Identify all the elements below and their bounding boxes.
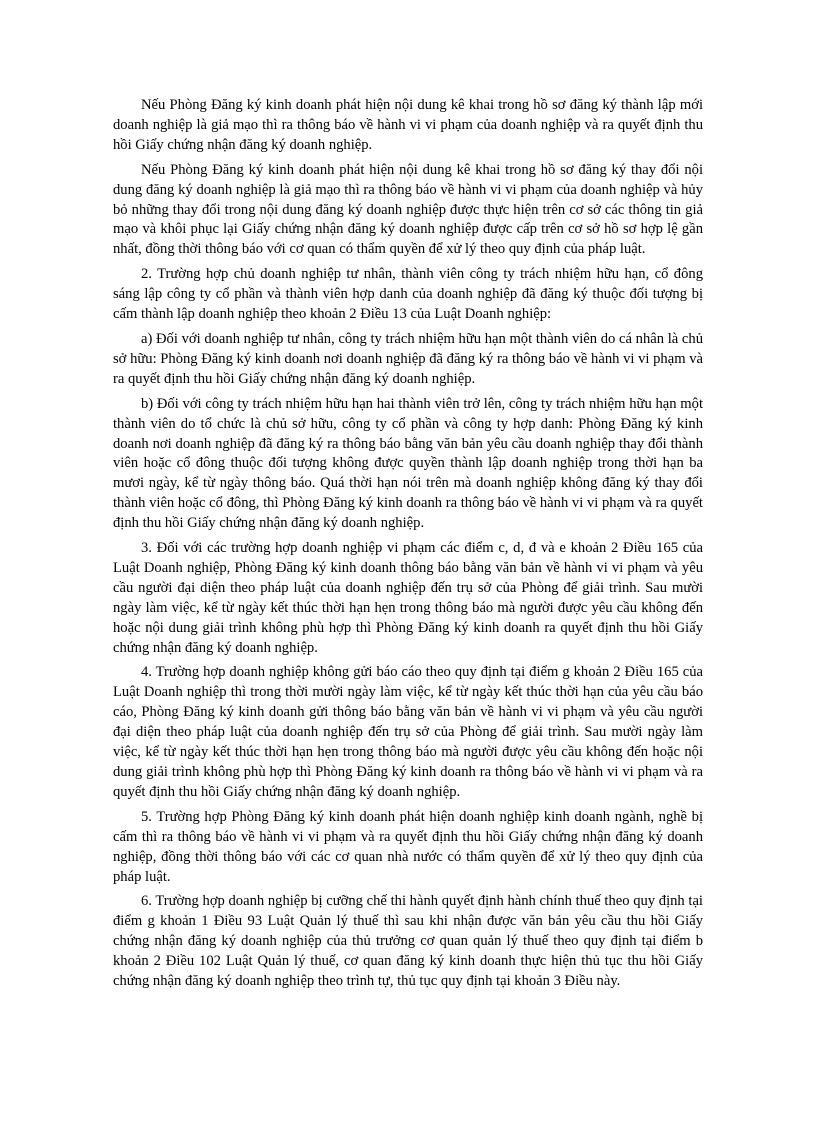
paragraph-9: 6. Trường hợp doanh nghiệp bị cưỡng chế thi hành quyết định hành chính thuế theo quy định tại điểm g khoản 1 Điều 93 Luật Quản lý thuế thì sau khi nhận được văn bản yêu cầu thu hồi Giấy chứng nhận đăng ký doanh nghiệp của thủ trưởng cơ quan quản lý thuế theo quy định tại điểm b khoản 2 Điều 102 Luật Quản lý thuế, cơ quan đăng ký kinh doanh thực hiện thủ tục thu hồi Giấy chứng nhận đăng ký doanh nghiệp theo trình tự, thủ tục quy định tại khoản 3 Điều này. (113, 893, 703, 990)
paragraph-7: 4. Trường hợp doanh nghiệp không gửi báo cáo theo quy định tại điểm g khoản 2 Điều 165 của Luật Doanh nghiệp thì trong thời mười ngày làm việc, kể từ ngày kết thúc thời hạn của yêu cầu báo cáo, Phòng Đăng ký kinh doanh gửi thông báo bằng văn bản về hành vi vi phạm và yêu cầu người đại diện theo pháp luật của doanh nghiệp đến trụ sở của Phòng để giải trình. Sau mười ngày làm việc, kể từ ngày kết thúc thời hạn hẹn trong thông báo mà người được yêu cầu không đến hoặc nội dung giải trình không phù hợp thì Phòng Đăng ký kinh doanh ra thông báo về hành vi vi phạm và ra quyết định thu hồi Giấy chứng nhận đăng ký doanh nghiệp. (113, 664, 703, 800)
paragraph-6: 3. Đối với các trường hợp doanh nghiệp vi phạm các điểm c, d, đ và e khoản 2 Điều 165 của Luật Doanh nghiệp, Phòng Đăng ký kinh doanh thông báo bằng văn bản về hành vi vi phạm và yêu cầu người đại diện theo pháp luật của doanh nghiệp đến trụ sở của Phòng để giải trình. Sau mười ngày làm việc, kể từ ngày kết thúc thời hạn hẹn trong thông báo mà người được yêu cầu không đến hoặc nội dung giải trình không phù hợp thì Phòng Đăng ký kinh doanh ra quyết định thu hồi Giấy chứng nhận đăng ký doanh nghiệp. (113, 540, 703, 656)
paragraph-4: a) Đối với doanh nghiệp tư nhân, công ty trách nhiệm hữu hạn một thành viên do cá nhân là chủ sở hữu: Phòng Đăng ký kinh doanh nơi doanh nghiệp đã đăng ký ra thông báo về hành vi vi phạm và ra quyết định thu hồi Giấy chứng nhận đăng ký doanh nghiệp. (113, 330, 703, 387)
paragraph-1: Nếu Phòng Đăng ký kinh doanh phát hiện nội dung kê khai trong hồ sơ đăng ký thành lập mới doanh nghiệp là giả mạo thì ra thông báo về hành vi vi phạm của doanh nghiệp và ra quyết định thu hồi Giấy chứng nhận đăng ký doanh nghiệp. (113, 97, 703, 153)
paragraph-5: b) Đối với công ty trách nhiệm hữu hạn hai thành viên trở lên, công ty trách nhiệm hữu hạn một thành viên do tổ chức là chủ sở hữu, công ty cổ phần và công ty hợp danh: Phòng Đăng ký kinh doanh nơi doanh nghiệp đã đăng ký ra thông báo bằng văn bản yêu cầu doanh nghiệp thay đổi thành viên hoặc cổ đông thuộc đối tượng không được quyền thành lập doanh nghiệp trong thời hạn ba mươi ngày, kể từ ngày thông báo. Quá thời hạn nói trên mà doanh nghiệp không đăng ký thay đổi thành viên hoặc cổ đông, thì Phòng Đăng ký kinh doanh ra thông báo về hành vi vi phạm và ra quyết định thu hồi Giấy chứng nhận đăng ký doanh nghiệp. (113, 395, 703, 532)
paragraph-3: 2. Trường hợp chủ doanh nghiệp tư nhân, thành viên công ty trách nhiệm hữu hạn, cổ đông sáng lập công ty cổ phần và thành viên hợp danh của doanh nghiệp đã đăng ký thuộc đối tượng bị cấm thành lập doanh nghiệp theo khoản 2 Điều 13 của Luật Doanh nghiệp: (113, 266, 703, 323)
document-page (113, 96, 703, 997)
paragraph-2: Nếu Phòng Đăng ký kinh doanh phát hiện nội dung kê khai trong hồ sơ đăng ký thay đổi nội dung đăng ký doanh nghiệp là giả mạo thì ra thông báo về hành vi vi phạm của doanh nghiệp và hủy bỏ những thay đổi trong nội dung đăng ký doanh nghiệp được thực hiện trên cơ sở các thông tin giả mạo và khôi phục lại Giấy chứng nhận đăng ký doanh nghiệp được cấp trên cơ sở hồ sơ hợp lệ gần nhất, đồng thời thông báo với cơ quan có thẩm quyền để xử lý theo quy định của pháp luật. (113, 161, 703, 258)
paragraph-8: 5. Trường hợp Phòng Đăng ký kinh doanh phát hiện doanh nghiệp kinh doanh ngành, nghề bị cấm thì ra thông báo về hành vi vi phạm và ra quyết định thu hồi Giấy chứng nhận đăng ký doanh nghiệp, đồng thời thông báo với các cơ quan nhà nước có thẩm quyền để xử lý theo quy định của pháp luật. (113, 808, 703, 885)
